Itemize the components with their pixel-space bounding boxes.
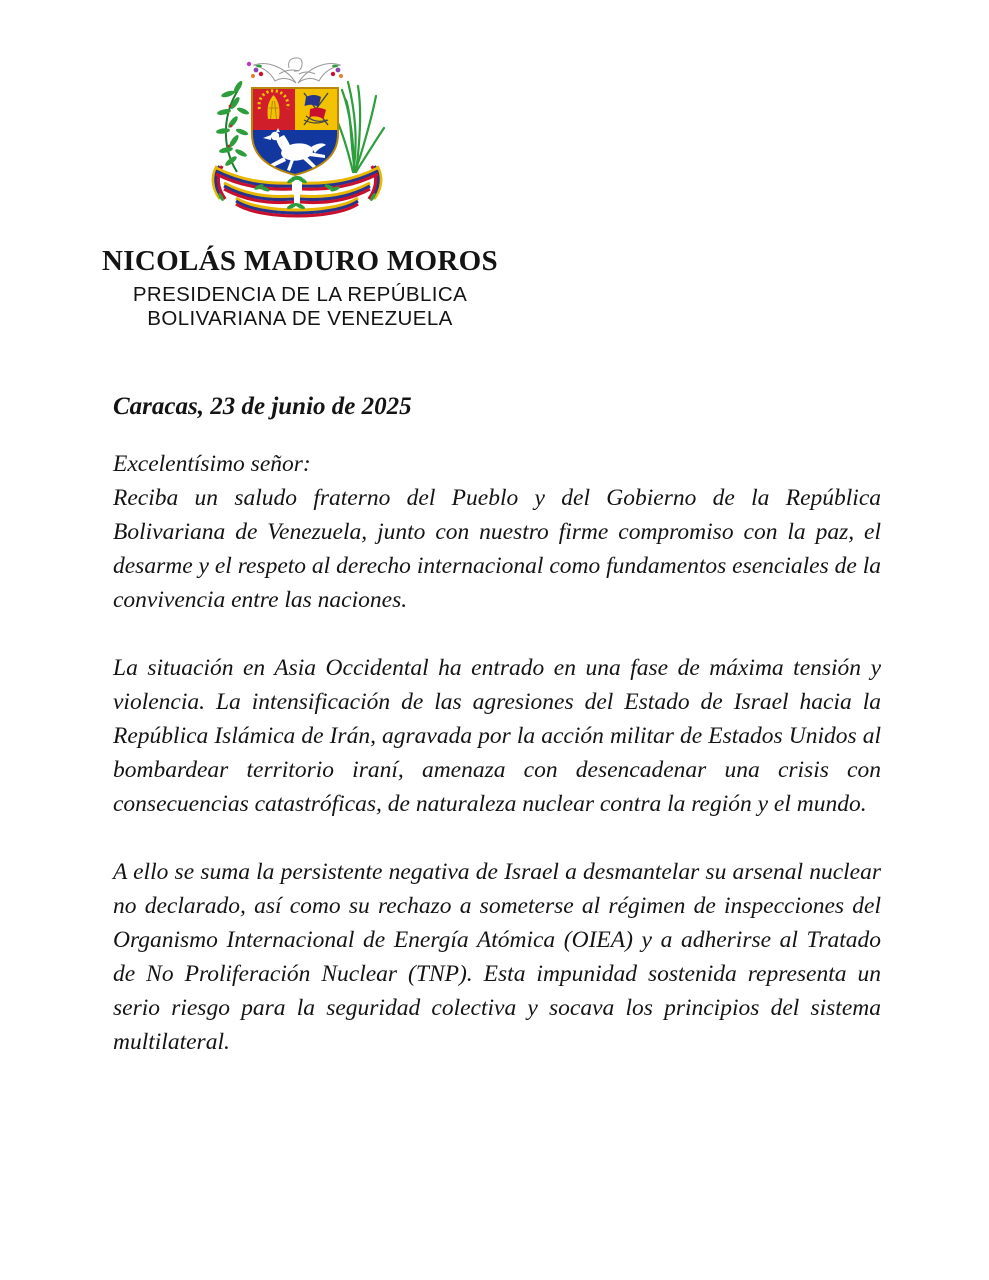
office-line-2: BOLIVARIANA DE VENEZUELA (147, 307, 453, 330)
palm-branch-icon (335, 82, 384, 172)
cornucopias-icon (247, 58, 343, 83)
sender-name: NICOLÁS MADURO MOROS (102, 245, 498, 277)
salutation: Excelentísimo señor: (113, 451, 311, 477)
shield-icon (252, 88, 338, 175)
coat-of-arms-icon (204, 56, 390, 230)
olive-branch-icon (216, 80, 250, 172)
office-line-1: PRESIDENCIA DE LA REPÚBLICA (132, 283, 468, 306)
dateline: Caracas, 23 de junio de 2025 (113, 393, 412, 420)
paragraph-2: La situación en Asia Occidental ha entrado en una fase de máxima tensión y violencia. La intensificación de las agresiones del Estado de Israel hacia la República Islámica de Irán, agravada por la acción militar de Estados Unidos al bombardear territorio iraní, amenaza con desencadenar una crisis con consecuencias catastróficas, de naturaleza nuclear contra la región y el mundo. (113, 655, 881, 817)
paragraph-3: A ello se suma la persistente negativa de Israel a desmantelar su arsenal nuclear no declarado, así como su rechazo a someterse al régimen de inspecciones del Organismo Internacional de Energía Atómica (OIEA) y a adherirse al Tratado de No Proliferación Nuclear (TNP). Esta impunidad sostenida representa un serio riesgo para la seguridad colectiva y socava los principios del sistema multilateral. (113, 859, 881, 1055)
letter-body (113, 447, 881, 1059)
paragraph-1: Reciba un saludo fraterno del Pueblo y del Gobierno de la República Bolivariana de Venezuela, junto con nuestro firme compromiso con la paz, el desarme y el respeto al derecho internacional como fundamentos esenciales de la convivencia entre las naciones. (113, 485, 881, 613)
letterhead (0, 244, 600, 331)
